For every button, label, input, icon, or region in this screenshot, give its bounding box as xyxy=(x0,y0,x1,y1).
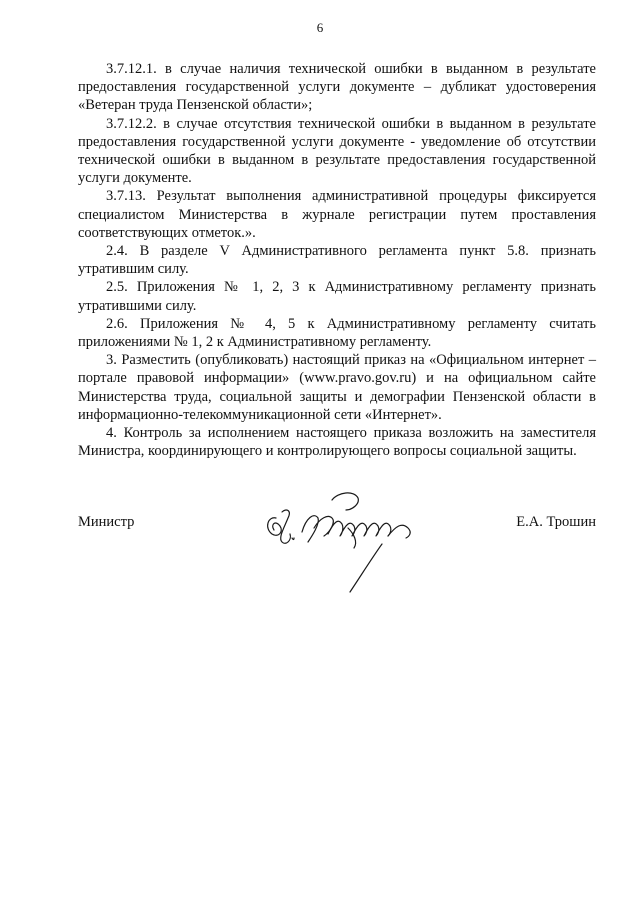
paragraph-3-7-13: 3.7.13. Результат выполнения административной процедуры фиксируется специалистом Министерства в журнале регистрации путем проставления соответствующих отметок.». xyxy=(78,188,596,241)
signature-block xyxy=(78,510,596,610)
handwritten-signature xyxy=(262,488,432,598)
paragraph-2-6: 2.6. Приложения № 4, 5 к Административному регламенту считать приложениями № 1, 2 к Административному регламенту. xyxy=(78,315,596,351)
signer-name: Е.А. Трошин xyxy=(516,514,596,530)
paragraph-3-7-12-1: 3.7.12.1. в случае наличия технической ошибки в выданном в результате предоставления государственной услуги документе – дубликат удостоверения «Ветеран труда Пензенской области»; xyxy=(78,61,596,114)
page-number: 6 xyxy=(316,20,324,35)
paragraph-2-4: 2.4. В разделе V Административного регламента пункт 5.8. признать утратившим силу. xyxy=(78,243,596,278)
paragraph-2-5: 2.5. Приложения № 1, 2, 3 к Административному регламенту признать утратившими силу. xyxy=(78,279,596,314)
paragraph-4: 4. Контроль за исполнением настоящего приказа возложить на заместителя Министра, координирующего и контролирующего вопросы социальной защиты. xyxy=(78,425,596,460)
paragraph-3-7-12-2: 3.7.12.2. в случае отсутствия технической ошибки в выданном в результате предоставления государственной услуги документе - уведомление об отсутствии технической ошибки в выданном в результате предоставления государственной услуги документе. xyxy=(78,115,596,187)
paragraph-3: 3. Разместить (опубликовать) настоящий приказ на «Официальном интернет – портале правовой информации» (www.pravo.gov.ru) и на официальном сайте Министерства труда, социальной защиты и демографии Пензенской области в информационно-телекоммуникационной сети «Интернет». xyxy=(78,352,596,423)
signer-title: Министр xyxy=(78,514,135,530)
document-body xyxy=(78,60,596,460)
